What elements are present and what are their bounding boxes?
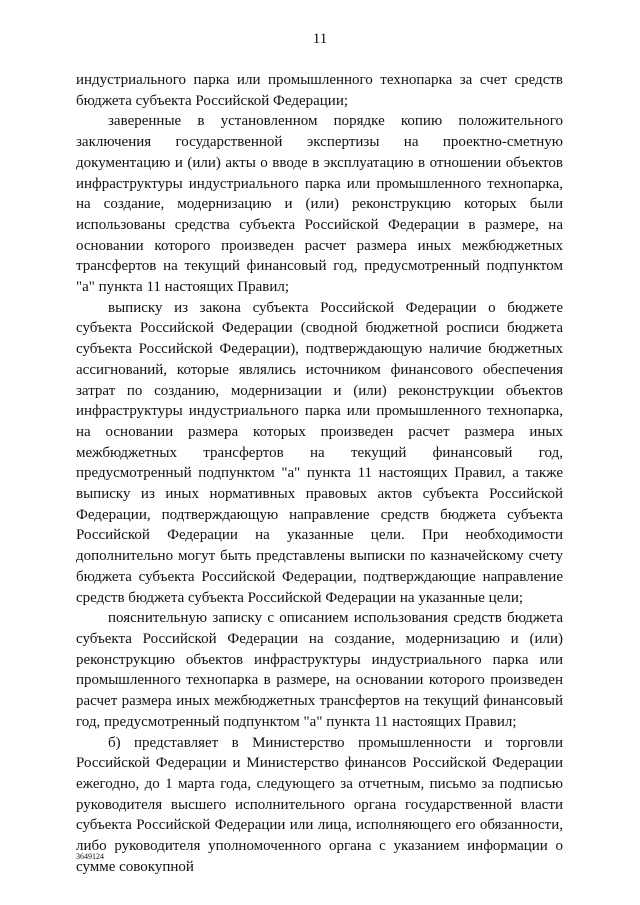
paragraph-explanatory-note: пояснительную записку с описанием использования средств бюджета субъекта Российской Федерации на создание, модернизацию и (или) реконструкцию объектов инфраструктуры индустриального парка или промышленного технопарка в размере, на основании которого произведен расчет размера иных межбюджетных трансфертов на текущий финансовый год, предусмотренный подпунктом "а" пункта 11 настоящих Правил; xyxy=(76,610,563,730)
page-number: 11 xyxy=(312,31,328,47)
paragraph-budget-law-extract: выписку из закона субъекта Российской Федерации о бюджете субъекта Российской Федерации (сводной бюджетной росписи бюджета субъекта Российской Федерации), подтверждающую наличие бюджетных ассигнований, которые являлись источником финансового обеспечения затрат по созданию, модернизации и (или) реконструкции объектов инфраструктуры индустриального парка или промышленного технопарка, на основании размера которых произведен расчет размера иных межбюджетных трансфертов на текущий финансовый год, предусмотренный подпунктом "а" пункта 11 настоящих Правил, а также выписку из иных нормативных правовых актов субъекта Российской Федерации, подтверждающую направление средств бюджета субъекта Российской Федерации на указанные цели. При необходимости дополнительно могут быть представлены выписки по казначейскому счету бюджета субъекта Российской Федерации, подтверждающие направление средств бюджета субъекта Российской Федерации на указанные цели; xyxy=(76,299,563,606)
paragraph-expertise-copy: заверенные в установленном порядке копию положительного заключения государственной экспертизы на проектно-сметную документацию и (или) акты о вводе в эксплуатацию в отношении объектов инфраструктуры индустриального парка или промышленного технопарка, на создание, модернизацию и (или) реконструкцию которых были использованы средства субъекта Российской Федерации в размере, на основании которого произведен расчет размера иных межбюджетных трансфертов на текущий финансовый год, предусмотренный подпунктом "а" пункта 11 настоящих Правил; xyxy=(76,113,563,296)
paragraph-continuation: индустриального парка или промышленного технопарка за счет средств бюджета субъекта Российской Федерации; xyxy=(76,72,563,109)
paragraph-item-b: б) представляет в Министерство промышленности и торговли Российской Федерации и Министерство финансов Российской Федерации ежегодно, до 1 марта года, следующего за отчетным, письмо за подписью руководителя высшего исполнительного органа государственной власти субъекта Российской Федерации или лица, исполняющего его обязанности, либо руководителя уполномоченного органа с указанием информации о сумме совокупной xyxy=(76,734,563,875)
document-code: 3649124 xyxy=(76,852,104,861)
document-body xyxy=(76,70,563,877)
